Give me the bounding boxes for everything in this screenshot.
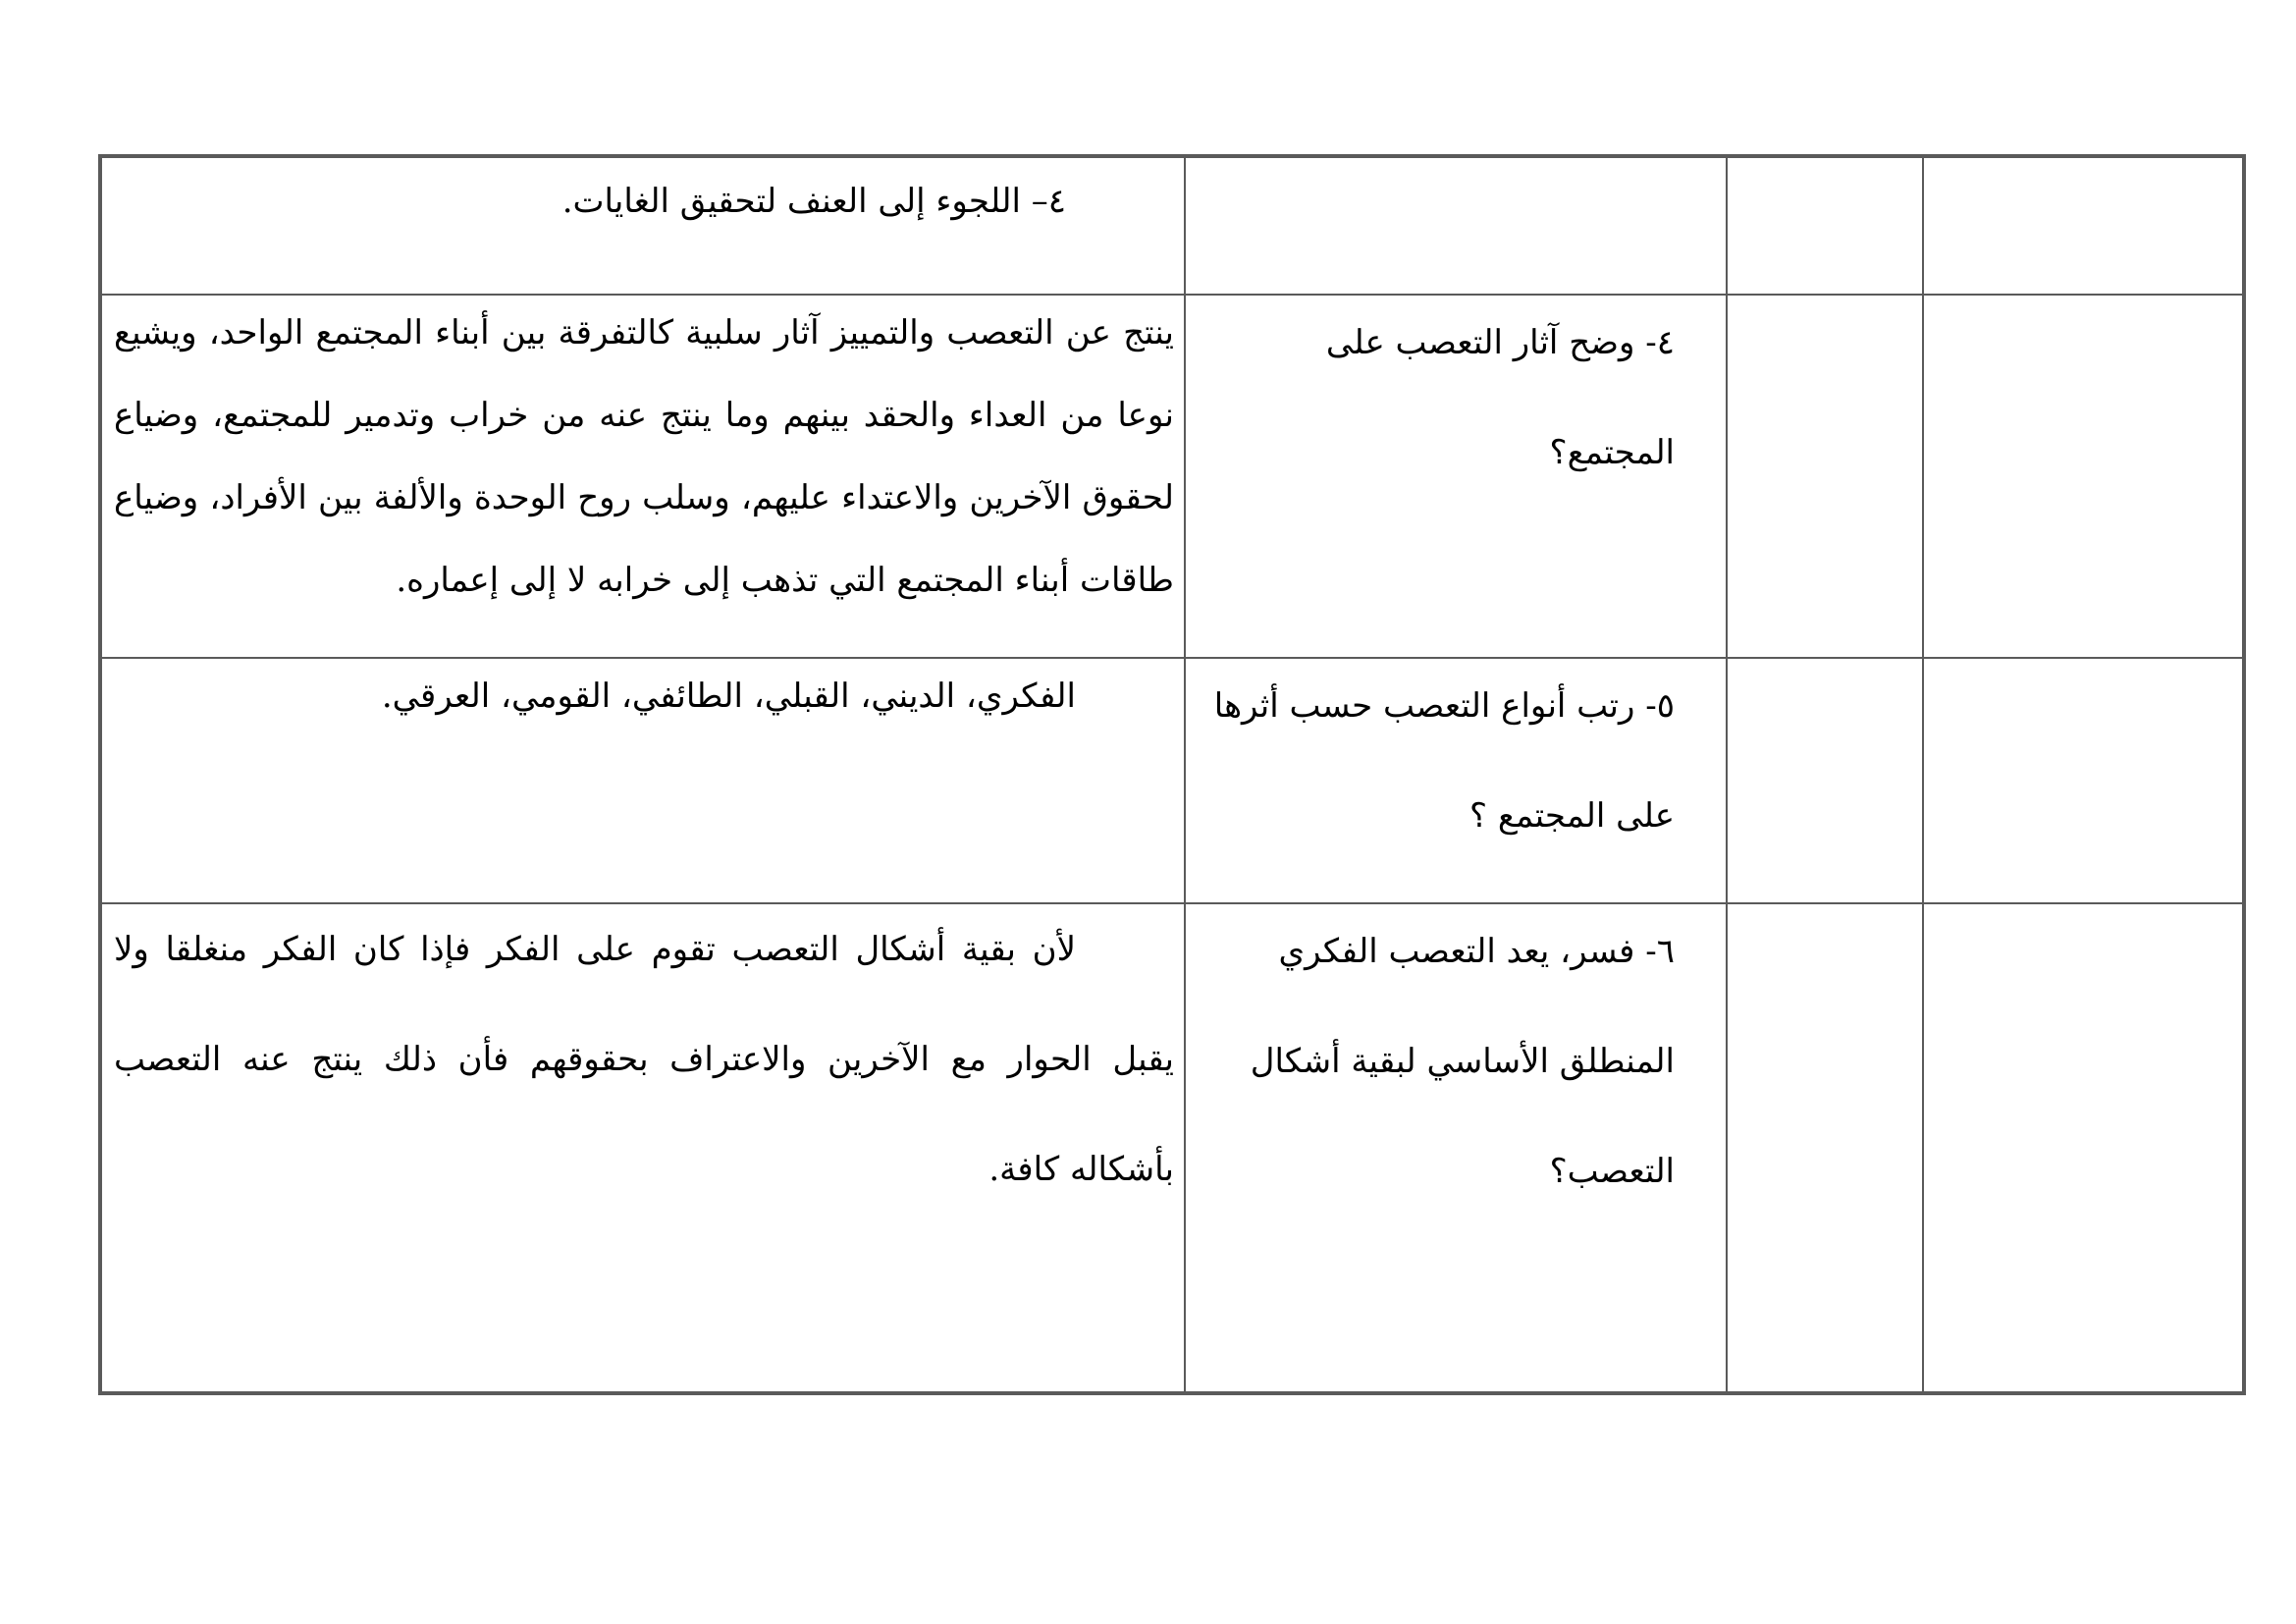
question-text: ٤- وضح آثار التعصب على المجتمع؟ [1325,323,1675,472]
question-cell [1185,157,1727,295]
answer-cell [101,157,1185,295]
worksheet-table-frame [98,154,2246,1395]
blank-cell [1727,658,1923,903]
table-row [101,658,2243,903]
answer-text: الفكري، الديني، القبلي، الطائفي، القومي، العرقي. [381,677,1076,716]
table-row [101,157,2243,295]
question-cell [1185,295,1727,658]
table-row [101,295,2243,658]
blank-cell [1923,157,2243,295]
blank-cell [1727,295,1923,658]
question-cell [1185,658,1727,903]
answer-cell [101,903,1185,1392]
answer-cell [101,295,1185,658]
blank-cell [1727,903,1923,1392]
question-cell [1185,903,1727,1392]
question-text: ٦- فسر، يعد التعصب الفكري المنطلق الأساسي لبقية أشكال التعصب؟ [1250,932,1675,1191]
answer-text: لأن بقية أشكال التعصب تقوم على الفكر فإذا كان الفكر منغلقا ولا يقبل الحوار مع الآخرين والاعتراف بحقوقهم فأن ذلك ينتج عنه التعصب بأشكاله كافة. [114,930,1174,1189]
blank-cell [1923,903,2243,1392]
answer-cell [101,658,1185,903]
blank-cell [1923,295,2243,658]
blank-cell [1923,658,2243,903]
answer-text: ينتج عن التعصب والتمييز آثار سلبية كالتفرقة بين أبناء المجتمع الواحد، ويشيع نوعا من العداء والحقد بينهم وما ينتج عنه من خراب وتدمير للمجتمع، وضياع لحقوق الآخرين والاعتداء عليهم، وسلب روح الوحدة والألفة بين الأفراد، وضياع طاقات أبناء المجتمع التي تذهب إلى خرابه لا إلى إعماره. [114,313,1174,600]
questions-answers-table [100,156,2244,1393]
answer-text: ٤– اللجوء إلى العنف لتحقيق الغايات. [561,182,1066,221]
question-text: ٥- رتب أنواع التعصب حسب أثرها على المجتمع ؟ [1213,686,1675,836]
blank-cell [1727,157,1923,295]
table-row [101,903,2243,1392]
